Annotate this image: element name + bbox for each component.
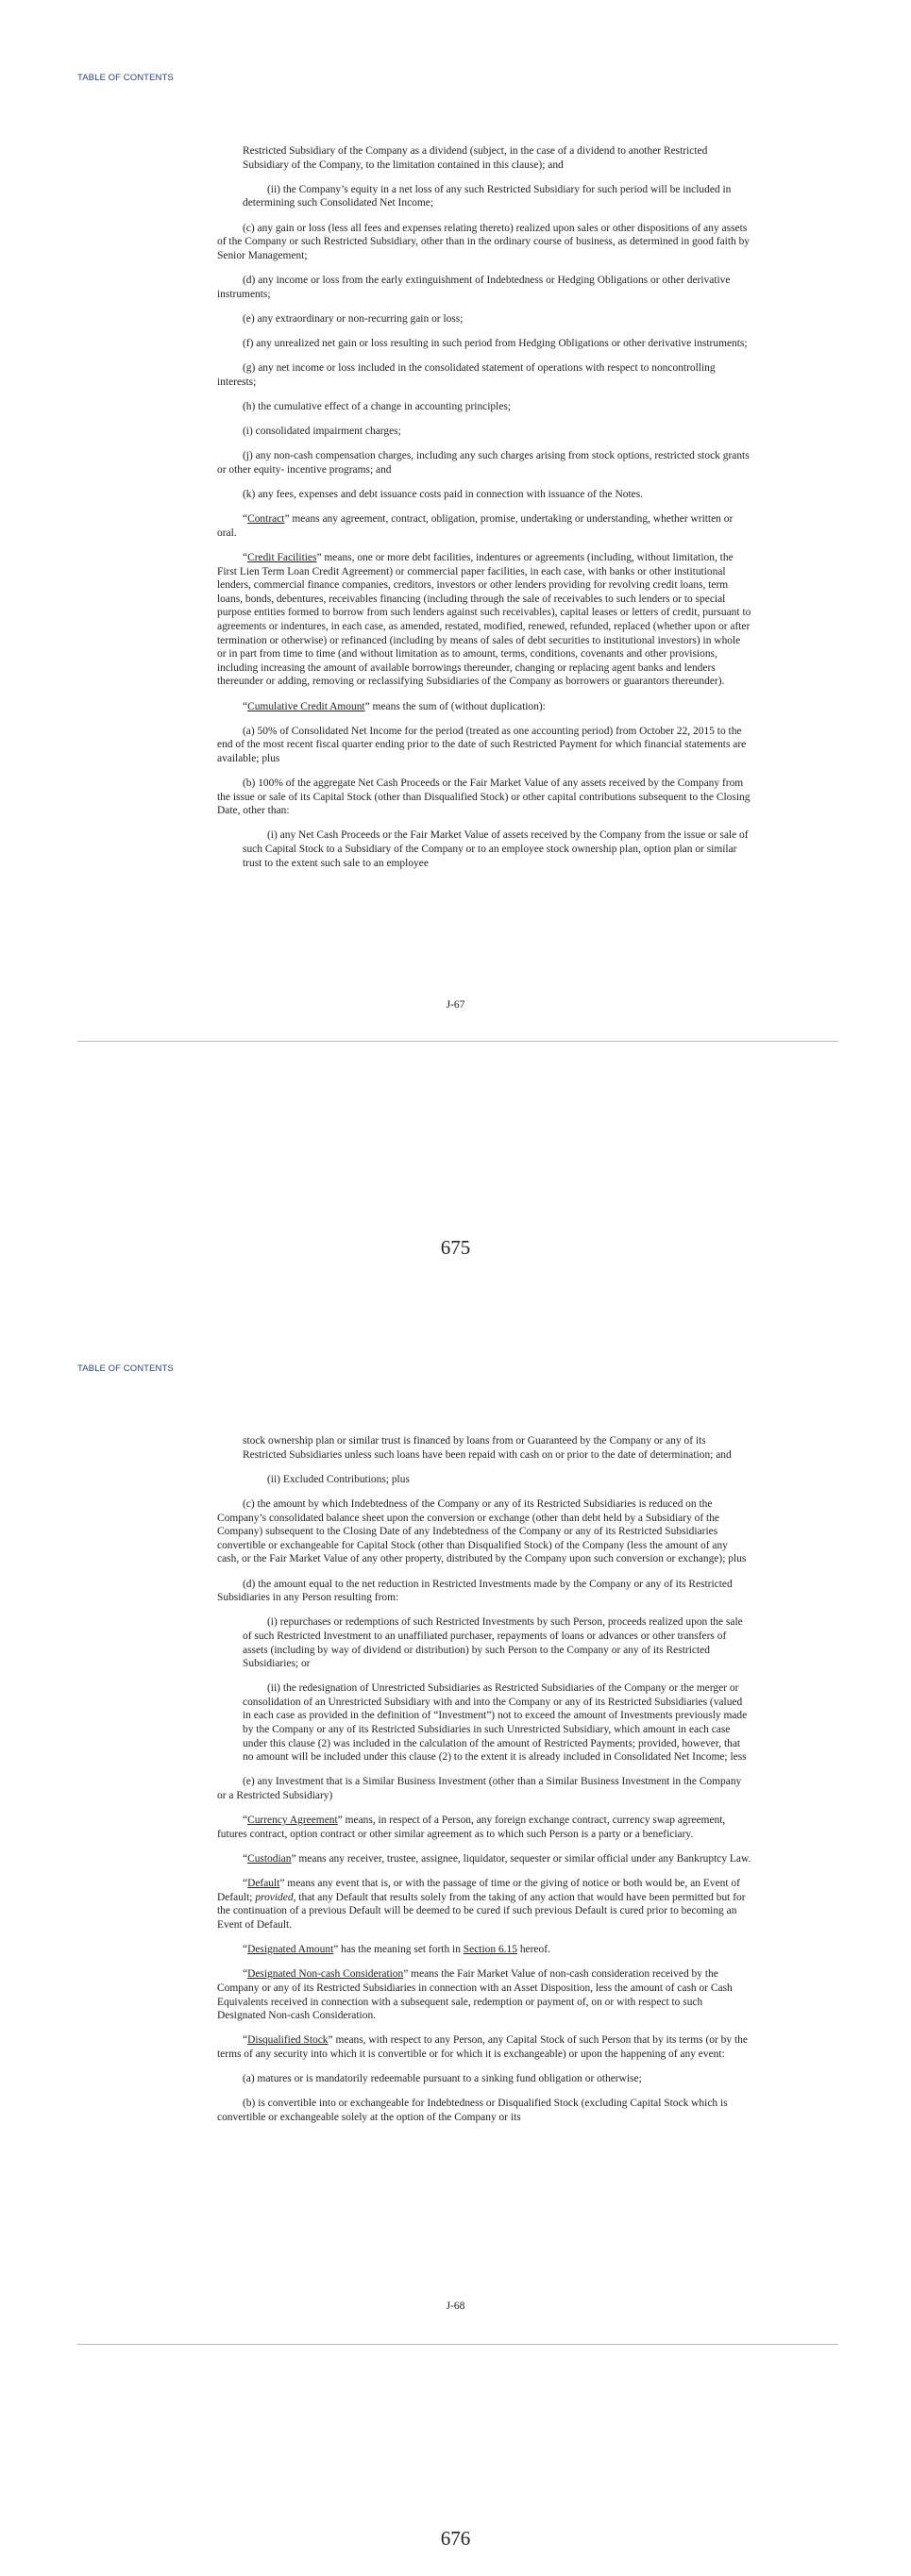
table-of-contents-link[interactable]: TABLE OF CONTENTS: [77, 73, 174, 83]
paragraph: (j) any non-cash compensation charges, including any such charges arising from stock options, restricted stock grants or other equity- incentive programs; and: [217, 450, 750, 476]
definition-designated-non-cash-consideration: “Designated Non-cash Consideration” means the Fair Market Value of non-cash consideration received by the Company or any of its Restricted Subsidiaries in connection with an Asset Disposition, less the amount of cash or Cash Equivalents received in connection with a subsequent sale, redemption or payment of, on or with respect to such Designated Non-cash Consideration.: [217, 1968, 733, 2022]
defined-term: Contract: [247, 513, 285, 526]
defined-term: Default: [247, 1878, 280, 1890]
defined-term: Designated Amount: [247, 1944, 334, 1956]
paragraph: (i) repurchases or redemptions of such Restricted Investments by such Person, proceeds realized upon the sale of such Restricted Investment to an unaffiliated purchaser, repayments of loans or advances or other transfers of assets (including by way of dividend or distribution) by such Person to the Company or any of its Restricted Subsidiaries; or: [243, 1616, 743, 1670]
paragraph: (c) the amount by which Indebtedness of the Company or any of its Restricted Subsidiaries is reduced on the Company’s consolidated balance sheet upon the conversion or exchange (other than debt held by a Subsidiary of the Company) subsequent to the Closing Date of any Indebtedness of the Company or any of its Restricted Subsidiaries convertible or exchangeable for Capital Stock (other than Disqualified Stock) of the Company (less the amount of any cash, or the Fair Market Value of any other property, distributed by the Company upon such conversion or exchange); plus: [217, 1497, 747, 1565]
defined-term: Custodian: [247, 1853, 292, 1865]
defined-term: Designated Non-cash Consideration: [247, 1968, 404, 1981]
defined-term: Credit Facilities: [247, 552, 317, 563]
section-reference-link[interactable]: Section 6.15: [463, 1944, 517, 1956]
definition-designated-amount: “Designated Amount” has the meaning set forth in Section 6.15 hereof.: [243, 1944, 550, 1956]
paragraph: (h) the cumulative effect of a change in accounting principles;: [243, 400, 512, 412]
paragraph: (c) any gain or loss (less all fees and expenses relating thereto) realized upon sales or other dispositions of any assets of the Company or such Restricted Subsidiary, other than in the ordinary course of business, as determined in good faith by Senior Management;: [217, 222, 751, 261]
defined-term: Disqualified Stock: [247, 2034, 329, 2047]
definition-cumulative-credit-amount: “Cumulative Credit Amount” means the sum of (without duplication):: [243, 700, 546, 712]
page-divider: [77, 1041, 838, 1042]
page-footer: J-67: [446, 999, 465, 1011]
page-divider: [77, 2344, 838, 2345]
paragraph: (ii) the Company’s equity in a net loss of any such Restricted Subsidiary for such period will be included in determining such Consolidated Net Income;: [243, 183, 732, 209]
paragraph: (b) is convertible into or exchangeable for Indebtedness or Disqualified Stock (excluding Capital Stock which is convertible or exchangeable solely at the option of the Company or its: [217, 2098, 728, 2123]
paragraph: (k) any fees, expenses and debt issuance costs paid in connection with issuance of the Notes.: [243, 489, 644, 501]
paragraph: (i) consolidated impairment charges;: [243, 426, 401, 438]
defined-term: Currency Agreement: [247, 1815, 338, 1827]
paragraph: (d) the amount equal to the net reduction in Restricted Investments made by the Company or any of its Restricted Subsidiaries in any Person resulting from:: [217, 1578, 733, 1604]
paragraph: stock ownership plan or similar trust is financed by loans from or Guaranteed by the Company or any of its Restricted Subsidiaries unless such loans have been repaid with cash on or prior to the date of determination; and: [243, 1435, 732, 1461]
definition-contract: “Contract” means any agreement, contract, obligation, promise, undertaking or understanding, whether written or oral.: [217, 513, 734, 539]
definition-disqualified-stock: “Disqualified Stock” means, with respect to any Person, any Capital Stock of such Person that by its terms (or by the terms of any security into which it is convertible or for which it is exchangeable) or upon the happening of any event:: [217, 2034, 748, 2060]
paragraph: (a) matures or is mandatorily redeemable pursuant to a sinking fund obligation or otherwise;: [243, 2073, 642, 2085]
paragraph: (b) 100% of the aggregate Net Cash Proceeds or the Fair Market Value of any assets received by the Company from the issue or sale of its Capital Stock (other than Disqualified Stock) or other capital contributions subsequent to the Closing Date, other than:: [217, 778, 751, 817]
definition-custodian: “Custodian” means any receiver, trustee, assignee, liquidator, sequester or similar official under any Bankruptcy Law.: [243, 1853, 751, 1865]
paragraph: (a) 50% of Consolidated Net Income for the period (treated as one accounting period) from October 22, 2015 to the end of the most recent fiscal quarter ending prior to the date of such Restricted Payment for which financial statements are available; plus: [217, 725, 747, 764]
paragraph: (d) any income or loss from the early extinguishment of Indebtedness or Hedging Obligations or other derivative instruments;: [217, 274, 731, 300]
definition-credit-facilities: “Credit Facilities” means, one or more debt facilities, indentures or agreements (including, without limitation, the First Lien Term Loan Credit Agreement) or commercial paper facilities, in each case, with banks or other institutional lenders, commercial finance companies, creditors, investors or other lenders providing for revolving credit loans, term loans, bonds, debentures, receivables financing (including through the sale of receivables to such lenders or to special purpose entities formed to borrow from such lenders against such receivables), capital leases or letters of credit, pursuant to agreements or indentures, in each case, as amended, restated, modified, renewed, refunded, replaced (whether upon or after termination or otherwise) or refinanced (including by means of sales of debt securities to institutional investors) in whole or in part from time to time (and without limitation as to amount, terms, conditions, covenants and other provisions, including increasing the amount of available borrowings thereunder, changing or replacing agent banks and lenders thereunder or adding, removing or reclassifying Subsidiaries of the Company as borrowers or guarantors thereunder).: [217, 552, 751, 688]
paragraph: (e) any Investment that is a Similar Business Investment (other than a Similar Business Investment in the Company or a Restricted Subsidiary): [217, 1776, 742, 1802]
definition-default: “Default” means any event that is, or with the passage of time or the giving of notice or both would be, an Event of Default; provided, that any Default that results solely from the taking of any action that would have been permitted but for the continuation of a previous Default will be deemed to be cured if such previous Default is cured prior to becoming an Event of Default.: [217, 1878, 746, 1931]
paragraph: Restricted Subsidiary of the Company as a dividend (subject, in the case of a dividend to another Restricted Subsidiary of the Company, to the limitation contained in this clause); and: [243, 145, 708, 171]
paragraph: (g) any net income or loss included in the consolidated statement of operations with respect to noncontrolling interests;: [217, 362, 716, 388]
definition-currency-agreement: “Currency Agreement” means, in respect of a Person, any foreign exchange contract, currency swap agreement, futures contract, option contract or other similar agreement as to which such Person is a party or a beneficiary.: [217, 1815, 726, 1840]
paragraph: (ii) Excluded Contributions; plus: [267, 1473, 410, 1485]
paragraph: (ii) the redesignation of Unrestricted Subsidiaries as Restricted Subsidiaries of the Company or the merger or consolidation of an Unrestricted Subsidiary with and into the Company or any of its Restricted Subsidiaries (valued in each case as provided in the definition of “Investment”) not to exceed the amount of Investments previously made by the Company or any of its Restricted Subsidiaries in such Unrestricted Subsidiary, which amount in each case under this clause (2) was included in the calculation of the amount of Restricted Payments; provided, however, that no amount will be included under this clause (2) to the extent it is already included in Consolidated Net Income; less: [243, 1682, 748, 1764]
defined-term: Cumulative Credit Amount: [247, 700, 365, 712]
page-number: 676: [440, 2527, 471, 2550]
page-body: [217, 144, 751, 881]
paragraph: (e) any extraordinary or non-recurring gain or loss;: [243, 312, 464, 325]
paragraph: (f) any unrealized net gain or loss resulting in such period from Hedging Obligations or other derivative instruments;: [243, 337, 748, 349]
table-of-contents-link[interactable]: TABLE OF CONTENTS: [77, 1363, 174, 1374]
page-number: 675: [440, 1236, 471, 1259]
page-body: [217, 1434, 751, 2135]
page-footer: J-68: [446, 2300, 465, 2312]
paragraph: (i) any Net Cash Proceeds or the Fair Market Value of assets received by the Company from the issue or sale of such Capital Stock to a Subsidiary of the Company or to an employee stock ownership plan, option plan or similar trust to the extent such sale to an employee: [243, 829, 749, 869]
